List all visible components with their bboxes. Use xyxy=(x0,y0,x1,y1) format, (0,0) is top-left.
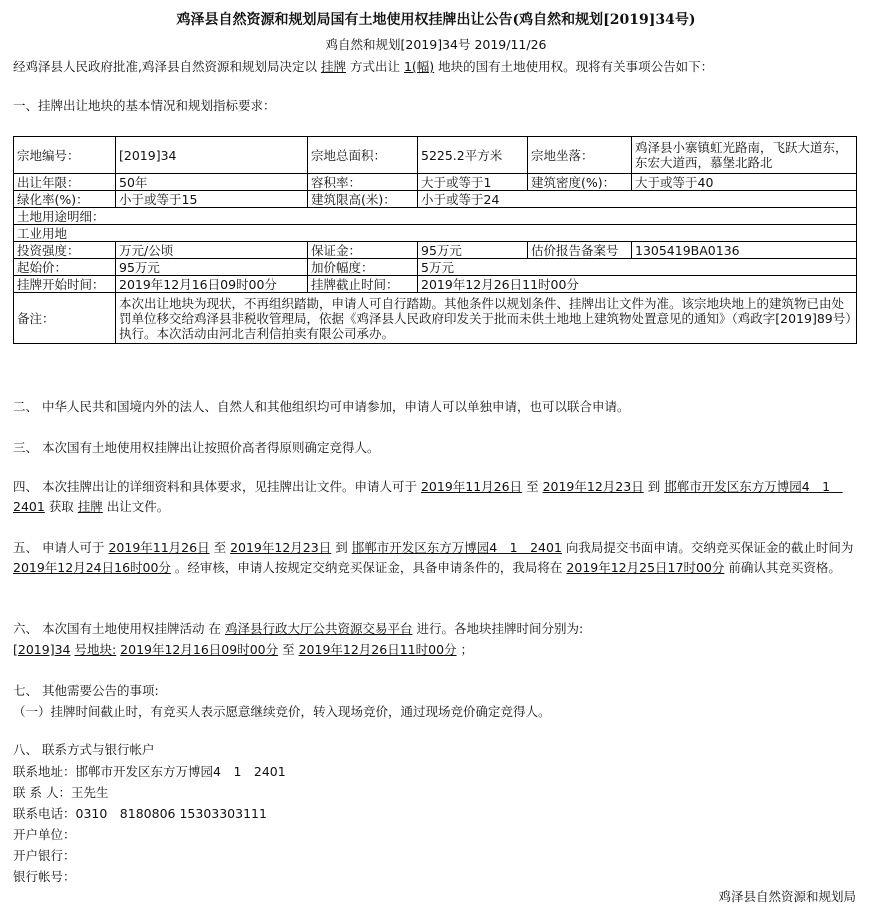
table-row xyxy=(14,242,857,259)
section-5 xyxy=(13,538,861,578)
listing-end-time: 2019年12月26日11时00分 xyxy=(298,642,457,657)
table-row xyxy=(14,208,857,225)
section-6-text: 进行。各地块挂牌时间分别为: xyxy=(416,621,584,636)
table-cell-value: 5万元 xyxy=(418,259,857,276)
issuer-signature: 鸡泽县自然资源和规划局 xyxy=(718,889,856,904)
section-5-text: 向我局提交书面申请。交纳竞买保证金的截止时间为 xyxy=(565,540,854,555)
apply-place: 邯郸市开发区东方万博园4 1 2401 xyxy=(351,540,562,555)
page-title: 鸡泽县自然资源和规划局国有土地使用权挂牌出让公告(鸡自然和规划[2019]34号) xyxy=(176,12,696,28)
transfer-method: 挂牌 xyxy=(320,59,346,74)
table-cell-label: 挂牌开始时间： xyxy=(14,276,116,293)
section-6-text: 号地块: xyxy=(74,642,117,657)
table-row xyxy=(14,276,857,293)
table-cell-label: 建筑限高(米)： xyxy=(308,191,418,208)
table-cell-label: 估价报告备案号 xyxy=(528,242,632,259)
listing-start-time: 2019年12月16日09时00分 xyxy=(120,642,279,657)
table-cell-value: 95万元 xyxy=(116,259,308,276)
apply-start-date: 2019年11月26日 xyxy=(108,540,210,555)
table-cell-value: 5225.2平方米 xyxy=(418,137,528,174)
parcel-count: 1(幅) xyxy=(403,59,435,74)
section-4 xyxy=(13,477,861,517)
qualification-confirm-time: 2019年12月25日17时00分 xyxy=(566,560,725,575)
table-cell-value: 小于或等于24 xyxy=(418,191,857,208)
doc-end-date: 2019年12月23日 xyxy=(542,479,644,494)
table-cell-remarks: 本次出让地块为现状，不再组织踏勘，申请人可自行踏勘。其他条件以规划条件、挂牌出让文件为准。该宗地块地上的建筑物已由处罚单位移交给鸡泽县非税收管理局，依据《鸡泽县人民政府印发关于批而未供土地地上建筑物处置意见的通知》（鸡政字[2019]89号）执行。本次活动由河北吉利信拍卖有限公司承办。 xyxy=(116,293,857,344)
intro-text-1: 经鸡泽县人民政府批准,鸡泽县自然资源和规划局决定以 xyxy=(13,59,317,74)
table-cell-label: 备注： xyxy=(14,293,116,344)
section-5-text: 到 xyxy=(335,540,348,555)
table-cell-label: 投资强度： xyxy=(14,242,116,259)
table-cell-value: 大于或等于40 xyxy=(632,174,857,191)
section-3: 三、 本次国有土地使用权挂牌出让按照价高者得原则确定竞得人。 xyxy=(13,440,380,455)
section-5-text: 前确认其竞买资格。 xyxy=(728,560,841,575)
table-row xyxy=(14,174,857,191)
section-6-text: 六、 本次国有土地使用权挂牌活动 在 xyxy=(13,621,221,636)
contact-phone: 联系电话：0310 8180806 15303303111 xyxy=(13,806,267,821)
table-cell-value: 50年 xyxy=(116,174,308,191)
document-number-date: 鸡自然和规划[2019]34号 2019/11/26 xyxy=(325,37,547,52)
table-cell-value: 1305419BA0136 xyxy=(632,242,857,259)
doc-pickup-place: 邯郸市开发区东方万博园4 1 2401 xyxy=(13,479,843,514)
contact-address: 联系地址：邯郸市开发区东方万博园4 1 2401 xyxy=(13,764,286,779)
contact-person: 联 系 人：王先生 xyxy=(13,785,109,800)
auction-venue: 鸡泽县行政大厅公共资源交易平台 xyxy=(224,621,413,636)
section-8-heading: 八、 联系方式与银行帐户 xyxy=(13,742,155,757)
section-6-line-1 xyxy=(13,621,583,638)
table-cell-label: 保证金： xyxy=(308,242,418,259)
account-unit: 开户单位： xyxy=(13,827,76,842)
table-row xyxy=(14,191,857,208)
transfer-method: 挂牌 xyxy=(77,499,103,514)
section-4-text: 到 xyxy=(647,479,661,494)
land-info-table xyxy=(13,136,857,344)
table-row xyxy=(14,137,857,174)
table-cell-value: 2019年12月26日11时00分 xyxy=(418,276,857,293)
table-cell-label: 建筑密度(%)： xyxy=(528,174,632,191)
table-cell-label: 加价幅度： xyxy=(308,259,418,276)
table-cell-label: 容积率： xyxy=(308,174,418,191)
table-cell-value: [2019]34 xyxy=(116,137,308,174)
section-7-item-1: （一）挂牌时间截止时，有竞买人表示愿意继续竞价，转入现场竞价，通过现场竞价确定竞得人。 xyxy=(13,704,551,719)
table-row xyxy=(14,225,857,242)
section-4-text: 出让文件。 xyxy=(106,499,170,514)
table-cell-value: 鸡泽县小寨镇虹光路南，飞跃大道东，东宏大道西，慕堡北路北 xyxy=(632,137,857,174)
section-6-line-2 xyxy=(13,642,473,659)
section-5-text: 至 xyxy=(213,540,227,555)
section-1-heading: 一、挂牌出让地块的基本情况和规划指标要求： xyxy=(13,98,276,113)
section-6-text: ； xyxy=(460,642,474,657)
table-cell-label: 挂牌截止时间： xyxy=(308,276,418,293)
table-cell-value: 小于或等于15 xyxy=(116,191,308,208)
table-cell-label: 宗地总面积： xyxy=(308,137,418,174)
section-4-text: 四、 本次挂牌出让的详细资料和具体要求，见挂牌出让文件。申请人可于 xyxy=(13,479,417,494)
intro-text-3: 地块的国有土地使用权。现将有关事项公告如下： xyxy=(438,59,714,74)
doc-start-date: 2019年11月26日 xyxy=(420,479,523,494)
section-5-text: 。经审核，申请人按规定交纳竞买保证金，具备申请条件的，我局将在 xyxy=(174,560,563,575)
intro-paragraph xyxy=(13,59,713,76)
section-5-text: 五、 申请人可于 xyxy=(13,540,105,555)
section-7-heading: 七、 其他需要公告的事项: xyxy=(13,683,159,698)
section-4-text: 获取 xyxy=(48,499,74,514)
table-cell-value: 万元/公顷 xyxy=(116,242,308,259)
deposit-deadline: 2019年12月24日16时00分 xyxy=(13,560,171,575)
apply-end-date: 2019年12月23日 xyxy=(230,540,332,555)
section-2: 二、 中华人民共和国境内外的法人、自然人和其他组织均可申请参加，申请人可以单独申请，也可以联合申请。 xyxy=(13,399,630,414)
table-cell-value: 95万元 xyxy=(418,242,528,259)
account-bank: 开户银行： xyxy=(13,848,76,863)
table-row xyxy=(14,259,857,276)
table-cell-value: 大于或等于1 xyxy=(418,174,528,191)
table-cell-value: 2019年12月16日09时00分 xyxy=(116,276,308,293)
table-cell-label: 宗地坐落： xyxy=(528,137,632,174)
table-cell-label: 出让年限： xyxy=(14,174,116,191)
account-number: 银行帐号： xyxy=(13,869,76,884)
parcel-number: [2019]34 xyxy=(13,642,71,657)
table-cell-value: 工业用地 xyxy=(14,225,857,242)
intro-text-2: 方式出让 xyxy=(349,59,400,74)
section-4-text: 至 xyxy=(526,479,539,494)
section-6-text: 至 xyxy=(282,642,295,657)
table-cell-label: 宗地编号： xyxy=(14,137,116,174)
table-cell-label: 绿化率(%)： xyxy=(14,191,116,208)
table-cell-label: 土地用途明细： xyxy=(14,208,857,225)
table-cell-label: 起始价： xyxy=(14,259,116,276)
table-row xyxy=(14,293,857,344)
